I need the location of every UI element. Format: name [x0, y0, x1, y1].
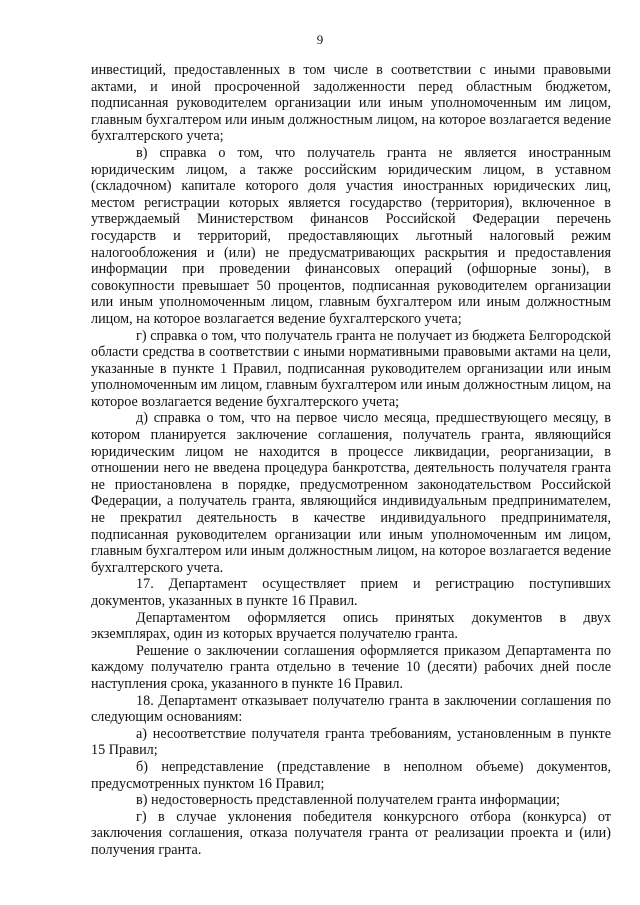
- paragraph-inventory: Департаментом оформляется опись принятых документов в двух экземплярах, один из которых вручается получателю гранта.: [91, 609, 611, 643]
- page-number: 9: [316, 32, 324, 47]
- paragraph-agreement-decision: Решение о заключении соглашения оформляется приказом Департамента по каждому получателю гранта отдельно в течение 10 (десяти) рабочих дней после наступления срока, указанного в пункте 16 Правил.: [91, 642, 611, 692]
- paragraph-refusal-g: г) в случае уклонения победителя конкурсного отбора (конкурса) от заключения соглашения, отказа получателя гранта от реализации проекта и (или) получения гранта.: [91, 808, 611, 858]
- paragraph-refusal-v: в) недостоверность представленной получателем гранта информации;: [136, 792, 560, 809]
- paragraph-item-d-liquidation: д) справка о том, что на первое число месяца, предшествующего месяцу, в котором планируется заключение соглашения, получатель гранта, являющийся юридическим лицом не находится в процессе ликвидации, реорганизации, в отношении него не введена процедура банкротства, деятельность получателя гранта не приостановлена в порядке, предусмотренном законодательством Российской Федерации, а получатель гранта, являющийся индивидуальным предпринимателем, не прекратил деятельность в качестве индивидуального предпринимателя, подписанная руководителем организации или иным уполномоченным им лицом, главным бухгалтером или иным должностным лицом, на которое возлагается ведение бухгалтерского учета.: [91, 410, 611, 576]
- paragraph-refusal-a: а) несоответствие получателя гранта требованиям, установленным в пункте 15 Правил;: [91, 725, 611, 759]
- paragraph-investments-continuation: инвестиций, предоставленных в том числе в соответствии с иными правовыми актами, и иной просроченной задолженности перед областным бюджетом, подписанная руководителем организации или иным уполномоченным им лицом, главным бухгалтером или иным должностным лицом, на которое возлагается ведение бухгалтерского учета;: [91, 62, 611, 145]
- paragraph-item-g-budget-funds: г) справка о том, что получатель гранта не получает из бюджета Белгородской области средства в соответствии с иными нормативными правовыми актами на цели, указанные в пункте 1 Правил, подписанная руководителем организации или иным уполномоченным им лицом, главным бухгалтером или иным должностным лицом, на которое возлагается ведение бухгалтерского учета;: [91, 327, 611, 410]
- paragraph-17-registration: 17. Департамент осуществляет прием и регистрацию поступивших документов, указанных в пункте 16 Правил.: [91, 576, 611, 609]
- paragraph-item-v-foreign-entity: в) справка о том, что получатель гранта не является иностранным юридическим лицом, а также российским юридическим лицом, в уставном (складочном) капитале которого доля участия иностранных юридических лиц, местом регистрации которых является государство (территория), включенное в утверждаемый Министерством финансов Российской Федерации перечень государств и территорий, предоставляющих льготный налоговый режим налогообложения и (или) не предусматривающих раскрытия и предоставления информации при проведении финансовых операций (офшорные зоны), в совокупности превышает 50 процентов, подписанная руководителем организации или иным уполномоченным лицом, главным бухгалтером или иным должностным лицом, на которое возлагается ведение бухгалтерского учета;: [91, 144, 611, 327]
- paragraph-refusal-b: б) непредставление (представление в неполном объеме) документов, предусмотренных пунктом 16 Правил;: [91, 758, 611, 792]
- paragraph-18-refusal: 18. Департамент отказывает получателю гранта в заключении соглашения по следующим основаниям:: [91, 692, 611, 726]
- document-body: [91, 62, 611, 859]
